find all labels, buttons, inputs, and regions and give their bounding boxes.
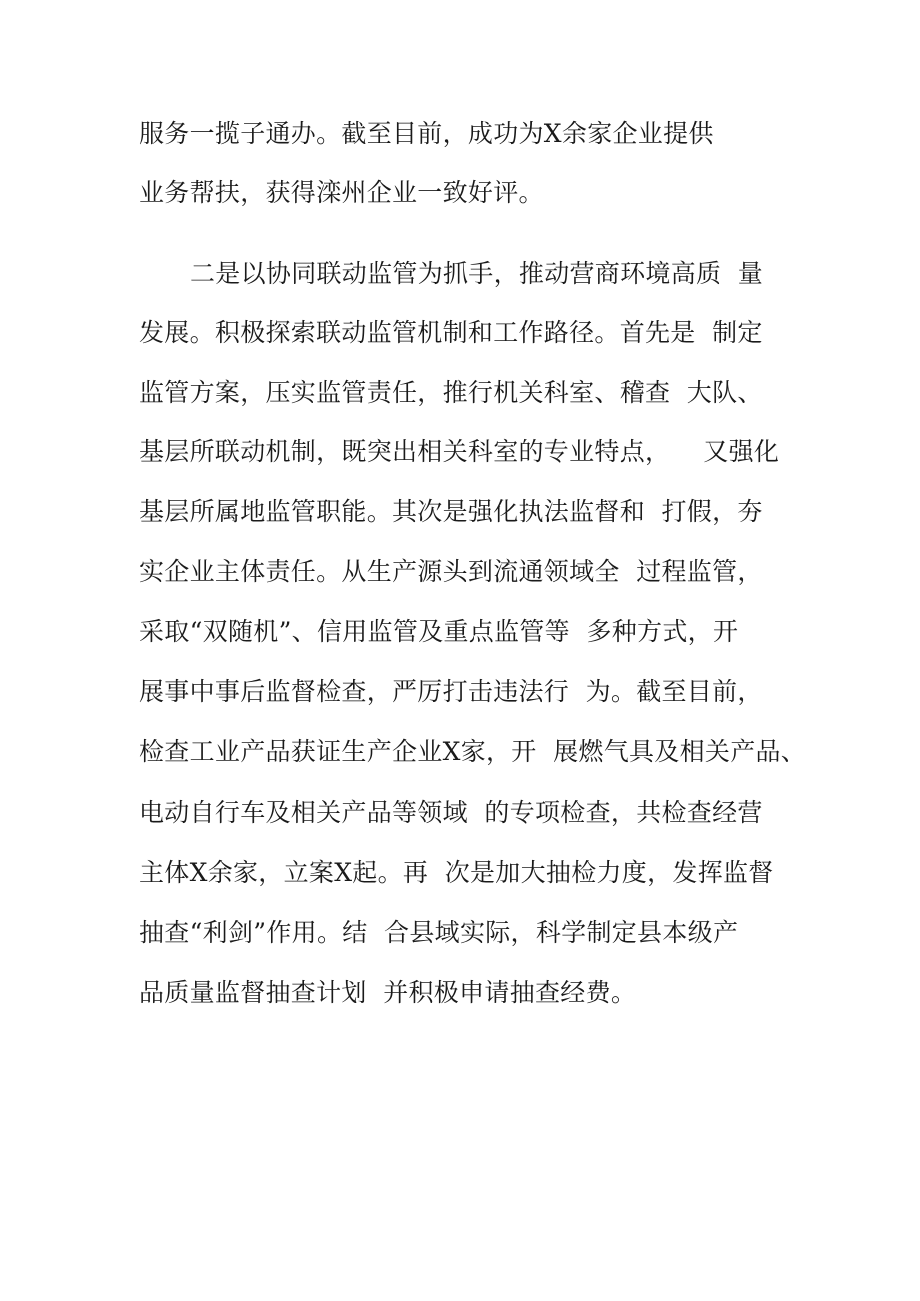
paragraph-2-line-8: 展事中事后监督检查，严厉打击违法行 为。截至目前， [139,677,763,706]
paragraph-1-line-1: 服务一揽子通办。截至目前，成功为X余家企业提供 [139,119,714,148]
paragraph-2-line-1: 二是以协同联动监管为抓手，推动营商环境高质 量 [190,259,764,288]
paragraph-2-line-7: 采取“双随机”、信用监管及重点监管等 多种方式，开 [139,617,739,646]
paragraph-2-line-13: 品质量监督抽查计划 并积极申请抽查经费。 [139,978,637,1007]
paragraph-2-line-6: 实企业主体责任。从生产源头到流通领域全 过程监管， [139,557,763,586]
paragraph-2-line-5: 基层所属地监管职能。其次是强化执法监督和 打假，夯 [139,497,763,526]
paragraph-2-line-9: 检查工业产品获证生产企业X家，开 展燃气具及相关产品、 [139,737,807,766]
paragraph-2-line-2: 发展。积极探索联动监管机制和工作路径。首先是 制定 [139,318,763,347]
paragraph-2-line-11: 主体X余家，立案X起。再 次是加大抽检力度，发挥监督 [139,858,774,887]
paragraph-2-line-10: 电动自行车及相关产品等领域 的专项检查，共检查经营 [139,798,763,827]
paragraph-1-line-2: 业务帮扶，获得滦州企业一致好评。 [139,178,544,207]
paragraph-2-line-12: 抽查“利剑”作用。结 合县域实际，科学制定县本级产 [139,918,739,947]
paragraph-2-line-4: 基层所联动机制，既突出相关科室的专业特点， 又强化 [139,437,780,466]
paragraph-2-line-3: 监管方案，压实监管责任，推行机关科室、稽查 大队、 [139,378,763,407]
